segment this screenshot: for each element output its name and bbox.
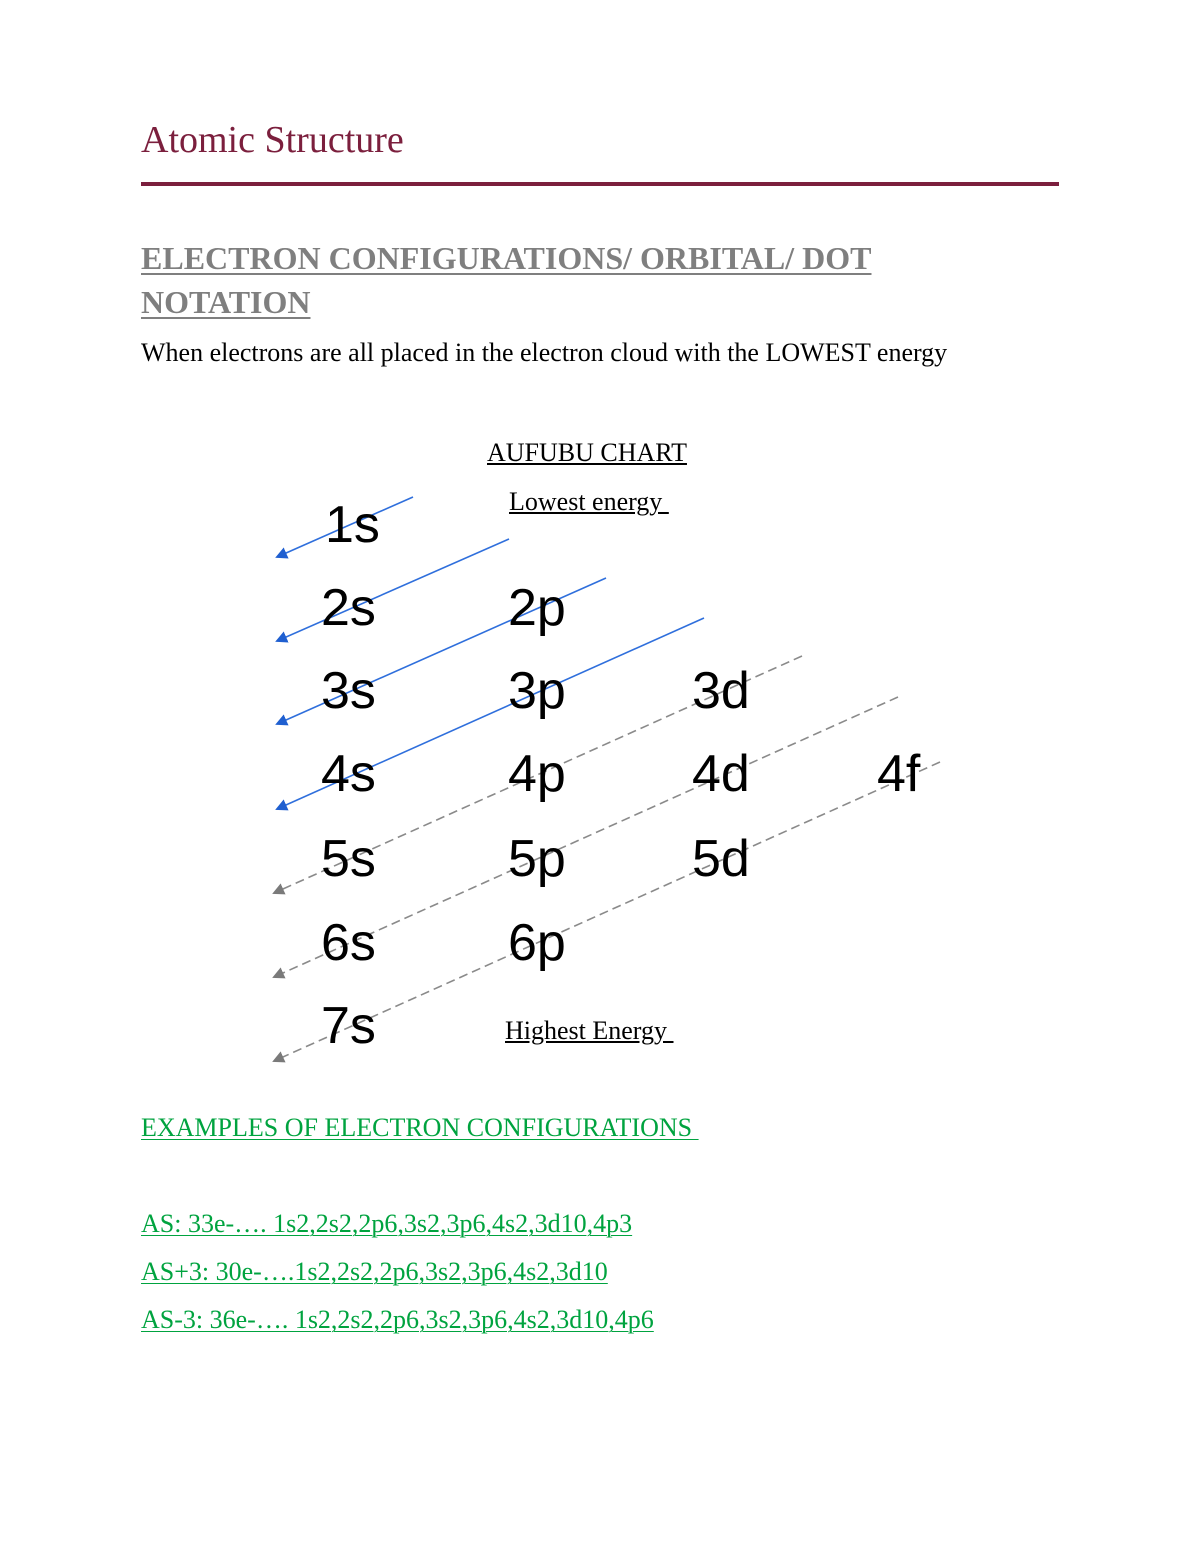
section-heading-line2: NOTATION — [141, 284, 311, 320]
intro-text: When electrons are all placed in the electron cloud with the LOWEST energy — [141, 338, 948, 367]
orbital-3s: 3s — [321, 662, 376, 720]
arrow-2 — [277, 539, 509, 641]
orbital-2s: 2s — [321, 579, 376, 637]
section-heading-line1: ELECTRON CONFIGURATIONS/ ORBITAL/ DOT — [141, 240, 872, 276]
orbital-5s: 5s — [321, 830, 376, 888]
lowest-energy-label: Lowest energy — [509, 487, 669, 516]
examples-heading: EXAMPLES OF ELECTRON CONFIGURATIONS — [141, 1113, 699, 1142]
orbital-4s: 4s — [321, 745, 376, 803]
chart-title: AUFUBU CHART — [487, 438, 687, 467]
page-title: Atomic Structure — [141, 119, 404, 161]
example-as-plus-3: AS+3: 30e-….1s2,2s2,2p6,3s2,3p6,4s2,3d10 — [141, 1257, 608, 1286]
orbital-6p: 6p — [508, 914, 566, 972]
orbital-7s: 7s — [321, 997, 376, 1055]
orbital-1s: 1s — [325, 496, 380, 554]
orbital-4p: 4p — [508, 745, 566, 803]
orbital-6s: 6s — [321, 914, 376, 972]
example-as: AS: 33e-…. 1s2,2s2,2p6,3s2,3p6,4s2,3d10,4p3 — [141, 1209, 633, 1238]
orbital-4f: 4f — [877, 745, 921, 803]
orbital-5p: 5p — [508, 830, 566, 888]
orbital-3d: 3d — [692, 662, 750, 720]
orbital-4d: 4d — [692, 745, 750, 803]
orbital-3p: 3p — [508, 662, 566, 720]
highest-energy-label: Highest Energy — [505, 1016, 674, 1045]
orbital-5d: 5d — [692, 830, 750, 888]
orbital-2p: 2p — [508, 579, 566, 637]
example-as-minus-3: AS-3: 36e-…. 1s2,2s2,2p6,3s2,3p6,4s2,3d10,4p6 — [141, 1305, 654, 1334]
